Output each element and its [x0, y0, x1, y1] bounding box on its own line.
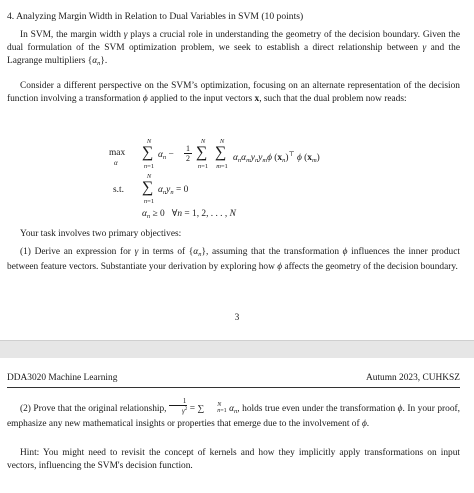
eq-constraint-2: $\alpha_n \ge 0$ ∀n = 1, 2, . . . , N [142, 209, 236, 220]
eq-sum1-upper: N [146, 138, 152, 145]
hint: Hint: You might need to revisit the concept of kernels and how they implicitly apply transformations on input vectors, influencing the SVM's decision function. [7, 448, 460, 471]
paragraph-perspective: Consider a different perspective on the SVM’s optimization, focusing on an alternate representation of the decision function involving a transformation ϕ applied to the input vectors x, such that the dual problem now reads: [7, 81, 460, 104]
eq-sum3-symbol: ∑ [215, 144, 227, 161]
eq-sum3-upper: N [219, 138, 225, 145]
eq-sum4-symbol: ∑ [142, 179, 154, 196]
eq-sum2-upper: N [200, 138, 206, 145]
eq-sum3-lower: m=1 [216, 163, 228, 170]
eq-sum1-lower: n=1 [143, 163, 155, 170]
task-intro: Your task involves two primary objectives: [20, 229, 182, 239]
eq-max-label: max [109, 148, 126, 158]
header-rule [7, 387, 460, 388]
running-header-term: Autumn 2023, CUHKSZ [365, 373, 460, 383]
eq-sum2-lower: n=1 [197, 163, 209, 170]
task-2: (2) Prove that the original relationship, $\frac{1}{\gamma^2}$ = ∑ N n=1 $\alpha_n$, holds true even under the transformation ϕ. In your proof, emphasize any new mathematical insights or properties that emerge due to the involvement of ϕ. [7, 397, 460, 429]
eq-max-subscript: α [114, 159, 118, 167]
eq-alpha-n: $\alpha_n$ − [158, 150, 174, 161]
task-1: (1) Derive an expression for γ in terms of $\{\alpha_n\}$, assuming that the transformation ϕ influences the inner product between feature vectors. Substantiate your derivation by exploring how ϕ affects the geometry of the decision boundary. [7, 247, 460, 272]
eq-constraint-1: $\alpha_ny_n = 0$ [158, 185, 189, 196]
eq-st-label: s.t. [113, 185, 124, 195]
page-separator [0, 340, 474, 360]
paragraph-intro: In SVM, the margin width γ plays a crucial role in understanding the geometry of the decision boundary. Given the dual formulation of the SVM optimization problem, we seek to establish a direct relationship between γ and the Lagrange multipliers $\{\alpha_n\}$. [7, 30, 460, 67]
page-number: 3 [234, 313, 240, 323]
eq-sum4-lower: n=1 [143, 198, 155, 205]
document-page-bottom [0, 358, 474, 493]
running-header-course: DDA3020 Machine Learning [7, 373, 118, 383]
eq-half: 1 2 [186, 144, 190, 163]
eq-summand: $\alpha_n\alpha_my_ny_m\phi$ $(x_n)^⊤$ ϕ $(x_m)$ [233, 151, 320, 164]
eq-sum2-symbol: ∑ [196, 144, 208, 161]
problem-heading: 4. Analyzing Margin Width in Relation to Dual Variables in SVM (10 points) [7, 11, 304, 22]
eq-sum4-upper: N [146, 173, 152, 180]
eq-sum1-symbol: ∑ [142, 144, 154, 161]
